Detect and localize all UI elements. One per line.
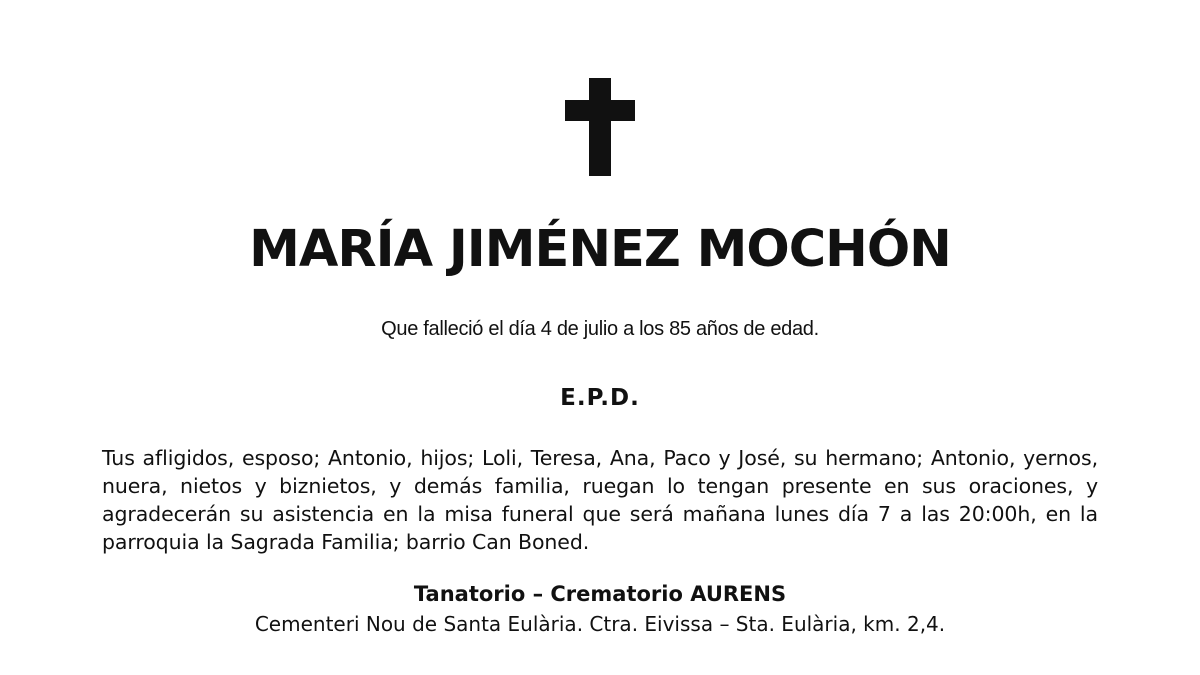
latin-cross-icon [565,78,635,176]
cross-vertical-bar [589,78,611,176]
deceased-name: MARÍA JIMÉNEZ MOCHÓN [249,220,951,279]
funeral-home-name: Tanatorio – Crematorio AURENS [413,582,787,606]
death-info: Que falleció el día 4 de julio a los 85 años de edad. [381,318,819,340]
family-message: Tus afligidos, esposo; Antonio, hijos; Loli, Teresa, Ana, Paco y José, su hermano; Antonio, yernos, nuera, nietos y biznietos, y demás familia, ruegan lo tengan presente en sus oraciones, y agradecerán su asistencia en la misa funeral que será mañana lunes día 7 a las 20:00h, en la parroquia la Sagrada Familia; barrio Can Boned. [102,446,1098,554]
cross-horizontal-bar [565,100,635,121]
funeral-home-address: Cementeri Nou de Santa Eulària. Ctra. Eivissa – Sta. Eulària, km. 2,4. [254,612,946,636]
epd-label: E.P.D. [560,385,640,411]
